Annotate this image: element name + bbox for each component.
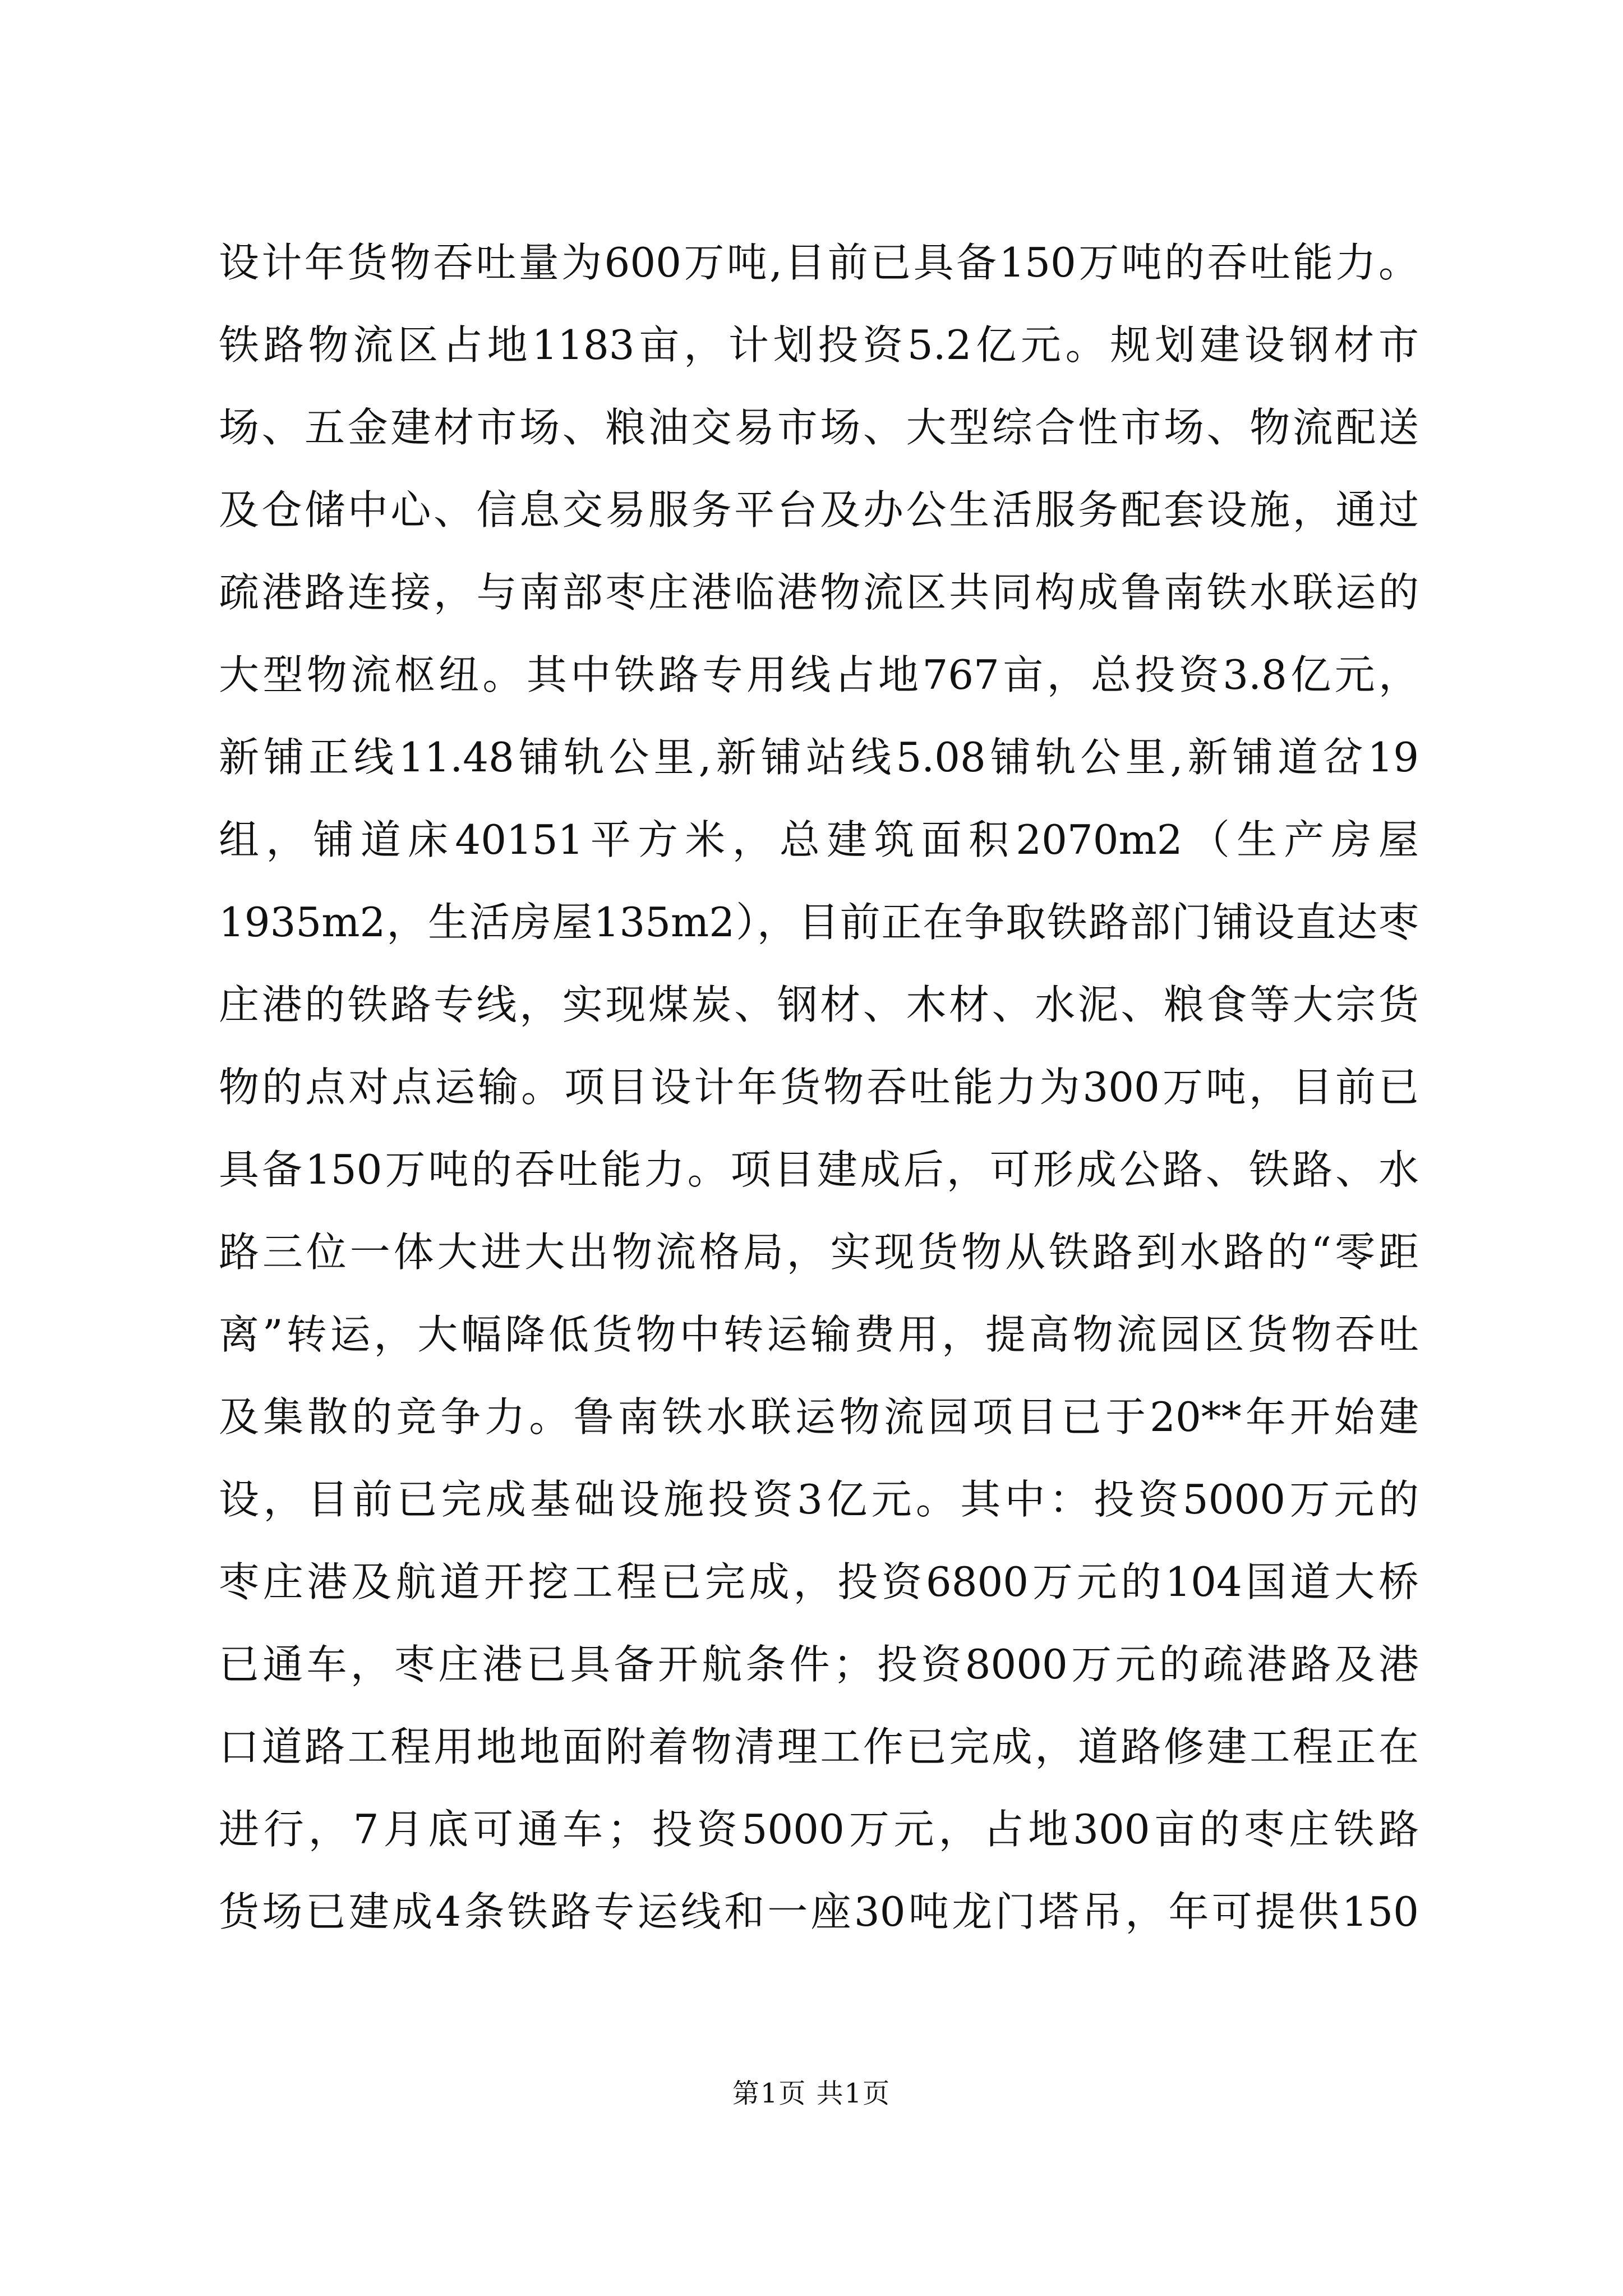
text-line: 具备150万吨的吞吐能力。项目建成后，可形成公路、铁路、水 (219, 1146, 1419, 1193)
text-line: 设计年货物吞吐量为600万吨,目前已具备150万吨的吞吐能力。 (219, 239, 1419, 286)
text-line: 组，铺道床40151平方米，总建筑面积2070m2（生产房屋 (219, 816, 1419, 863)
text-line: 路三位一体大进大出物流格局，实现货物从铁路到水路的“零距 (219, 1228, 1419, 1276)
text-line: 物的点对点运输。项目设计年货物吞吐能力为300万吨，目前已 (219, 1064, 1419, 1111)
text-line: 已通车，枣庄港已具备开航条件；投资8000万元的疏港路及港 (219, 1641, 1419, 1688)
text-line: 大型物流枢纽。其中铁路专用线占地767亩，总投资3.8亿元， (219, 651, 1419, 698)
text-line: 设，目前已完成基础设施投资3亿元。其中：投资5000万元的 (219, 1476, 1419, 1523)
text-line: 庄港的铁路专线，实现煤炭、钢材、木材、水泥、粮食等大宗货 (219, 981, 1419, 1028)
text-line: 口道路工程用地地面附着物清理工作已完成，道路修建工程正在 (219, 1723, 1419, 1770)
text-line: 货场已建成4条铁路专运线和一座30吨龙门塔吊，年可提供150 (219, 1888, 1419, 1935)
text-line: 及仓储中心、信息交易服务平台及办公生活服务配套设施，通过 (219, 486, 1419, 533)
text-line: 及集散的竞争力。鲁南铁水联运物流园项目已于20**年开始建 (219, 1393, 1419, 1441)
body-text (219, 222, 1419, 1953)
page-footer: 第1页 共1页 (732, 2078, 891, 2109)
text-line: 新铺正线11.48铺轨公里,新铺站线5.08铺轨公里,新铺道岔19 (219, 734, 1419, 781)
text-line: 疏港路连接，与南部枣庄港临港物流区共同构成鲁南铁水联运的 (219, 569, 1419, 616)
text-line: 铁路物流区占地1183亩，计划投资5.2亿元。规划建设钢材市 (219, 321, 1419, 369)
text-line: 枣庄港及航道开挖工程已完成，投资6800万元的104国道大桥 (219, 1558, 1419, 1605)
text-line: 1935m2，生活房屋135m2），目前正在争取铁路部门铺设直达枣 (219, 899, 1419, 946)
text-line: 场、五金建材市场、粮油交易市场、大型综合性市场、物流配送 (219, 404, 1419, 451)
text-line: 离”转运，大幅降低货物中转运输费用，提高物流园区货物吞吐 (219, 1311, 1419, 1358)
text-line: 进行，7月底可通车；投资5000万元，占地300亩的枣庄铁路 (219, 1806, 1419, 1853)
